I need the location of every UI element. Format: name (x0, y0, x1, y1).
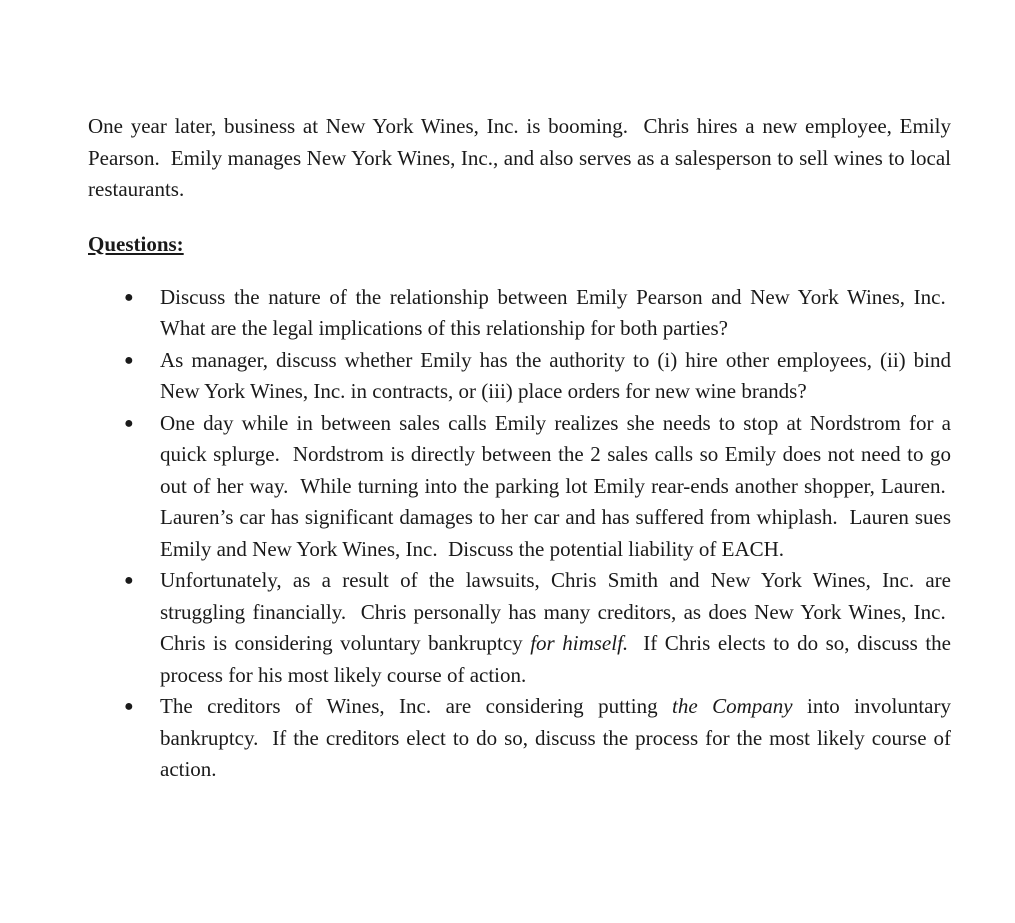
question-text (160, 285, 951, 341)
question-item (88, 565, 951, 691)
question-item (88, 691, 951, 786)
question-text-segment: If Chris elects to do so, discuss the process for his most likely course of action. (160, 631, 951, 687)
question-text (160, 411, 951, 561)
question-text-segment: Discuss the nature of the relationship between Emily Pearson and New York Wines, Inc. What are the legal implications of this relationship for both parties? (160, 284, 951, 340)
questions-list (88, 282, 951, 786)
question-emphasis: the Company (672, 694, 793, 718)
bullet-icon: ● (124, 698, 134, 715)
question-text (160, 568, 951, 687)
question-text-segment: into involuntary bankruptcy. If the creditors elect to do so, discuss the process for the most likely course of action. (160, 694, 951, 781)
question-emphasis: for himself. (530, 631, 629, 655)
question-item (88, 408, 951, 566)
question-text-segment: The creditors of Wines, Inc. are considering putting (160, 694, 673, 718)
bullet-icon: ● (124, 351, 134, 369)
question-item (88, 282, 951, 345)
question-text-segment: One day while in between sales calls Emily realizes she needs to stop at Nordstrom for a quick splurge. Nordstrom is directly between the 2 sales calls so Emily does not need to go out of her way. While turning into the parking lot Emily rear-ends another shopper, Lauren. Lauren’s car has significant damages to her car and has suffered from whiplash. Lauren sues Emily and New York Wines, Inc. Discuss the potential liability of EACH. (160, 410, 951, 561)
questions-heading: Questions: (88, 231, 184, 256)
question-text (160, 348, 951, 404)
question-text-segment: Unfortunately, as a result of the lawsuits, Chris Smith and New York Wines, Inc. are struggling financially. Chris personally has many creditors, as does New York Wines, Inc. Chris is considering voluntary bankruptcy (160, 568, 951, 655)
question-item (88, 345, 951, 408)
bullet-icon: ● (124, 414, 134, 432)
question-text (160, 694, 951, 781)
bullet-icon: ● (124, 288, 134, 306)
question-text-segment: As manager, discuss whether Emily has the authority to (i) hire other employees, (ii) bind New York Wines, Inc. in contracts, or (iii) place orders for new wine brands? (160, 347, 951, 403)
document-page (88, 111, 951, 786)
intro-paragraph: One year later, business at New York Wines, Inc. is booming. Chris hires a new employee, Emily Pearson. Emily manages New York Wines, Inc., and also serves as a salesperson to sell wines to local restaurants. (88, 114, 951, 201)
bullet-icon: ● (124, 572, 134, 589)
